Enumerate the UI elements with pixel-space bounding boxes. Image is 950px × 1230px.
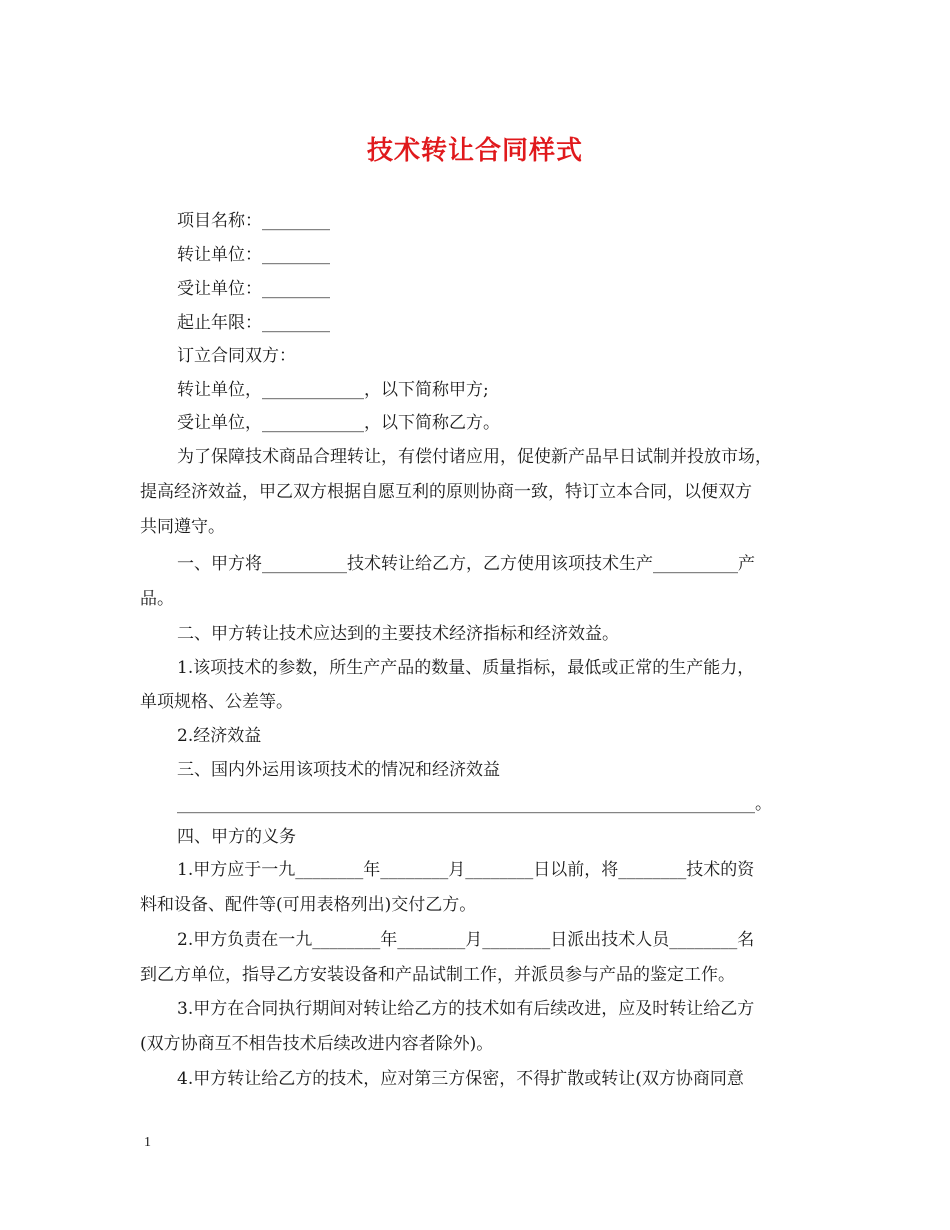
clause-4-item-3-line-1: 3.甲方在合同执行期间对转让给乙方的技术如有后续改进，应及时转让给乙方 xyxy=(177,999,755,1019)
preamble-line-2: 提高经济效益，甲乙双方根据自愿互利的原则协商一致，特订立本合同，以便双方 xyxy=(140,482,752,502)
clause-4-item-1-line-2: 料和设备、配件等(可用表格列出)交付乙方。 xyxy=(140,895,477,915)
project-name-line: 项目名称：________ xyxy=(177,211,330,231)
page-number: 1 xyxy=(144,1135,151,1150)
party-a-line: 转让单位，____________，以下简称甲方; xyxy=(177,380,489,400)
document-title: 技术转让合同样式 xyxy=(366,136,583,166)
transferee-unit-line: 受让单位：________ xyxy=(177,279,330,299)
term-line: 起止年限：________ xyxy=(177,313,330,333)
clause-4-item-2-line-2: 到乙方单位，指导乙方安装设备和产品试制工作，并派员参与产品的鉴定工作。 xyxy=(140,965,735,985)
clause-1-line-1: 一、甲方将__________技术转让给乙方，乙方使用该项技术生产__________产 xyxy=(177,554,755,574)
clause-3-heading: 三、国内外运用该项技术的情况和经济效益 xyxy=(177,760,500,780)
transferor-unit-line: 转让单位：________ xyxy=(177,245,330,265)
clause-4-heading: 四、甲方的义务 xyxy=(177,827,296,847)
clause-2-item-1-line-1: 1.该项技术的参数，所生产产品的数量、质量指标，最低或正常的生产能力， xyxy=(177,658,755,678)
party-b-line: 受让单位，____________，以下简称乙方。 xyxy=(177,413,500,433)
clause-2-item-2: 2.经济效益 xyxy=(177,726,262,746)
parties-heading: 订立合同双方： xyxy=(177,346,296,366)
clause-3-blank-line: ____________________________________________________________________。 xyxy=(177,794,772,814)
preamble-line-1: 为了保障技术商品合理转让，有偿付诸应用，促使新产品早日试制并投放市场， xyxy=(177,447,772,467)
clause-4-item-1-line-1: 1.甲方应于一九________年________月________日以前，将________技术的资 xyxy=(177,860,755,880)
clause-4-item-3-line-2: (双方协商互不相告技术后续改进内容者除外)。 xyxy=(140,1034,494,1054)
preamble-line-3: 共同遵守。 xyxy=(140,517,225,537)
clause-4-item-4-line-1: 4.甲方转让给乙方的技术，应对第三方保密，不得扩散或转让(双方协商同意 xyxy=(177,1069,744,1089)
clause-1-line-2: 品。 xyxy=(140,589,174,609)
clause-2-heading: 二、甲方转让技术应达到的主要技术经济指标和经济效益。 xyxy=(177,624,619,644)
clause-4-item-2-line-1: 2.甲方负责在一九________年________月________日派出技术人员________名 xyxy=(177,930,755,950)
clause-2-item-1-line-2: 单项规格、公差等。 xyxy=(140,692,293,712)
